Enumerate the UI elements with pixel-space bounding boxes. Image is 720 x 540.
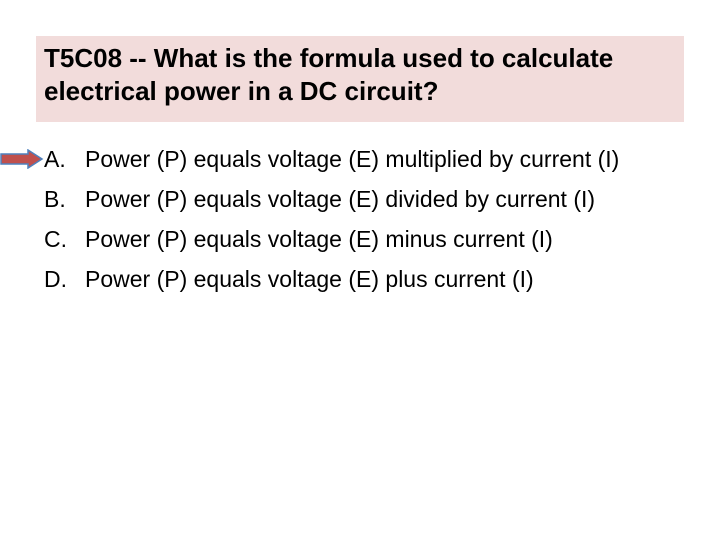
answer-option-b bbox=[44, 182, 684, 222]
answer-text: Power (P) equals voltage (E) plus current (I) bbox=[85, 266, 534, 292]
arrow-right-icon bbox=[0, 149, 44, 169]
answer-text: Power (P) equals voltage (E) minus current (I) bbox=[85, 226, 553, 252]
answer-letter: C. bbox=[44, 226, 67, 252]
answer-letter: A. bbox=[44, 146, 66, 172]
answer-text: Power (P) equals voltage (E) divided by current (I) bbox=[85, 186, 596, 212]
answer-list bbox=[44, 142, 684, 302]
answer-option-a bbox=[44, 142, 684, 182]
question-text: T5C08 -- What is the formula used to calculate electrical power in a DC circuit? bbox=[44, 43, 614, 106]
answer-option-d bbox=[44, 262, 684, 302]
answer-option-c bbox=[44, 222, 684, 262]
question-box bbox=[36, 36, 684, 122]
answer-letter: B. bbox=[44, 186, 66, 212]
answer-letter: D. bbox=[44, 266, 67, 292]
answer-text: Power (P) equals voltage (E) multiplied by current (I) bbox=[85, 146, 620, 172]
